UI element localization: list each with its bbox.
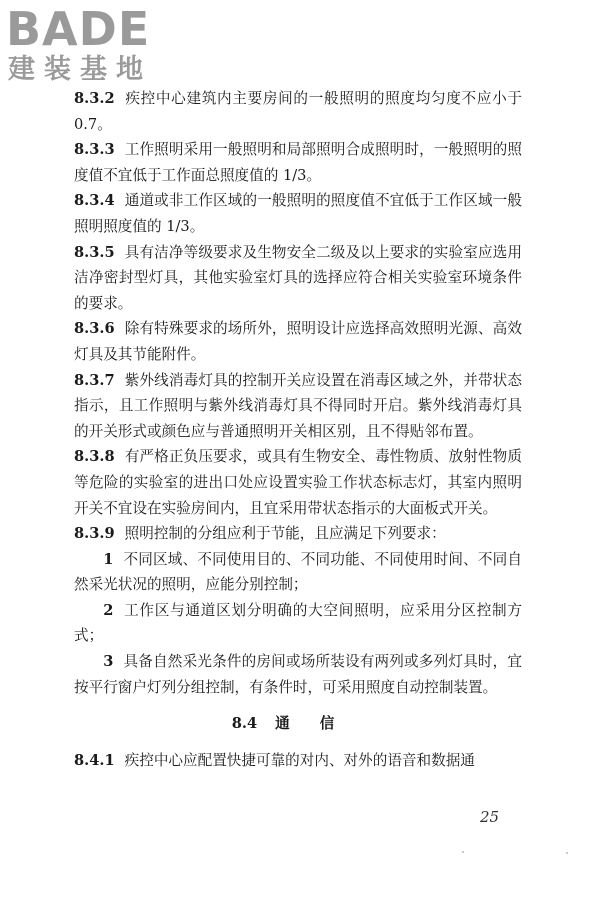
page-number: 25 xyxy=(480,808,500,826)
item-text: 不同区域、不同使用目的、不同功能、不同使用时间、不同自然采光状况的照明，应能分别控制； xyxy=(74,550,522,594)
clause-8-4-1 xyxy=(74,748,522,774)
clause-text: 紫外线消毒灯具的控制开关应设置在消毒区域之外，并带状态指示，且工作照明与紫外线消毒灯具不得同时开启。紫外线消毒灯具的开关形式或颜色应与普通照明开关相区别，且不得贴邻布置。 xyxy=(74,371,522,440)
item-number: 3 xyxy=(103,653,114,671)
clause-text: 疾控中心应配置快捷可靠的对内、对外的语音和数据通 xyxy=(124,751,475,769)
clause-8-3-3 xyxy=(74,137,522,188)
item-text: 具备自然采光条件的房间或场所装设有两列或多列灯具时，宜按平行窗户灯列分组控制，有条件时，可采用照度自动控制装置。 xyxy=(74,653,522,696)
item-number: 2 xyxy=(103,601,114,619)
item-text: 工作区与通道区划分明确的大空间照明，应采用分区控制方式； xyxy=(74,601,522,645)
section-number: 8.4 xyxy=(231,715,258,733)
clause-number: 8.3.9 xyxy=(74,525,115,543)
logo-wordmark: BADE xyxy=(6,2,151,56)
scan-speck xyxy=(566,852,568,854)
clause-8-3-4 xyxy=(74,188,522,239)
section-title: 通信 xyxy=(275,715,365,733)
clause-text: 疾控中心建筑内主要房间的一般照明的照度均匀度不应小于 0.7。 xyxy=(74,90,522,133)
clause-number: 8.3.3 xyxy=(74,141,115,159)
section-heading xyxy=(74,711,522,737)
clause-number: 8.3.2 xyxy=(74,90,115,107)
clause-text: 具有洁净等级要求及生物安全二级及以上要求的实验室应选用洁净密封型灯具，其他实验室灯具的选择应符合相关实验室环境条件的要求。 xyxy=(74,243,522,312)
clause-text: 有严格正负压要求，或具有生物安全、毒性物质、放射性物质等危险的实验室的进出口处应设置实验工作状态标志灯，其室内照明开关不宜设在实验房间内，且宜采用带状态指示的大面板式开关。 xyxy=(74,448,522,517)
clause-8-3-5 xyxy=(74,240,522,317)
clause-number: 8.3.7 xyxy=(74,371,115,389)
clause-8-3-7 xyxy=(74,368,522,445)
item-number: 1 xyxy=(103,550,114,568)
document-body xyxy=(74,86,522,773)
clause-8-3-8 xyxy=(74,444,522,521)
clause-text: 工作照明采用一般照明和局部照明合成照明时，一般照明的照度值不宜低于工作面总照度值的 1/3。 xyxy=(74,141,522,184)
clause-number: 8.3.5 xyxy=(74,243,115,261)
clause-text: 照明控制的分组应利于节能，且应满足下列要求： xyxy=(124,525,446,543)
scan-speck xyxy=(462,851,464,853)
clause-8-3-6 xyxy=(74,316,522,367)
clause-number: 8.3.8 xyxy=(74,448,115,466)
clause-text: 通道或非工作区域的一般照明的照度值不宜低于工作区域一般照明照度值的 1/3。 xyxy=(74,192,522,235)
list-item xyxy=(74,649,522,700)
bade-logo xyxy=(6,4,176,88)
clause-8-3-2 xyxy=(74,86,522,137)
clause-number: 8.3.4 xyxy=(74,192,115,210)
logo-subtitle: 建装基地 xyxy=(8,54,152,85)
clause-text: 除有特殊要求的场所外，照明设计应选择高效照明光源、高效灯具及其节能附件。 xyxy=(74,320,522,363)
list-item xyxy=(74,598,522,649)
clause-8-3-9 xyxy=(74,521,522,547)
clause-number: 8.3.6 xyxy=(74,320,115,338)
list-item xyxy=(74,547,522,598)
clause-number: 8.4.1 xyxy=(74,751,115,769)
